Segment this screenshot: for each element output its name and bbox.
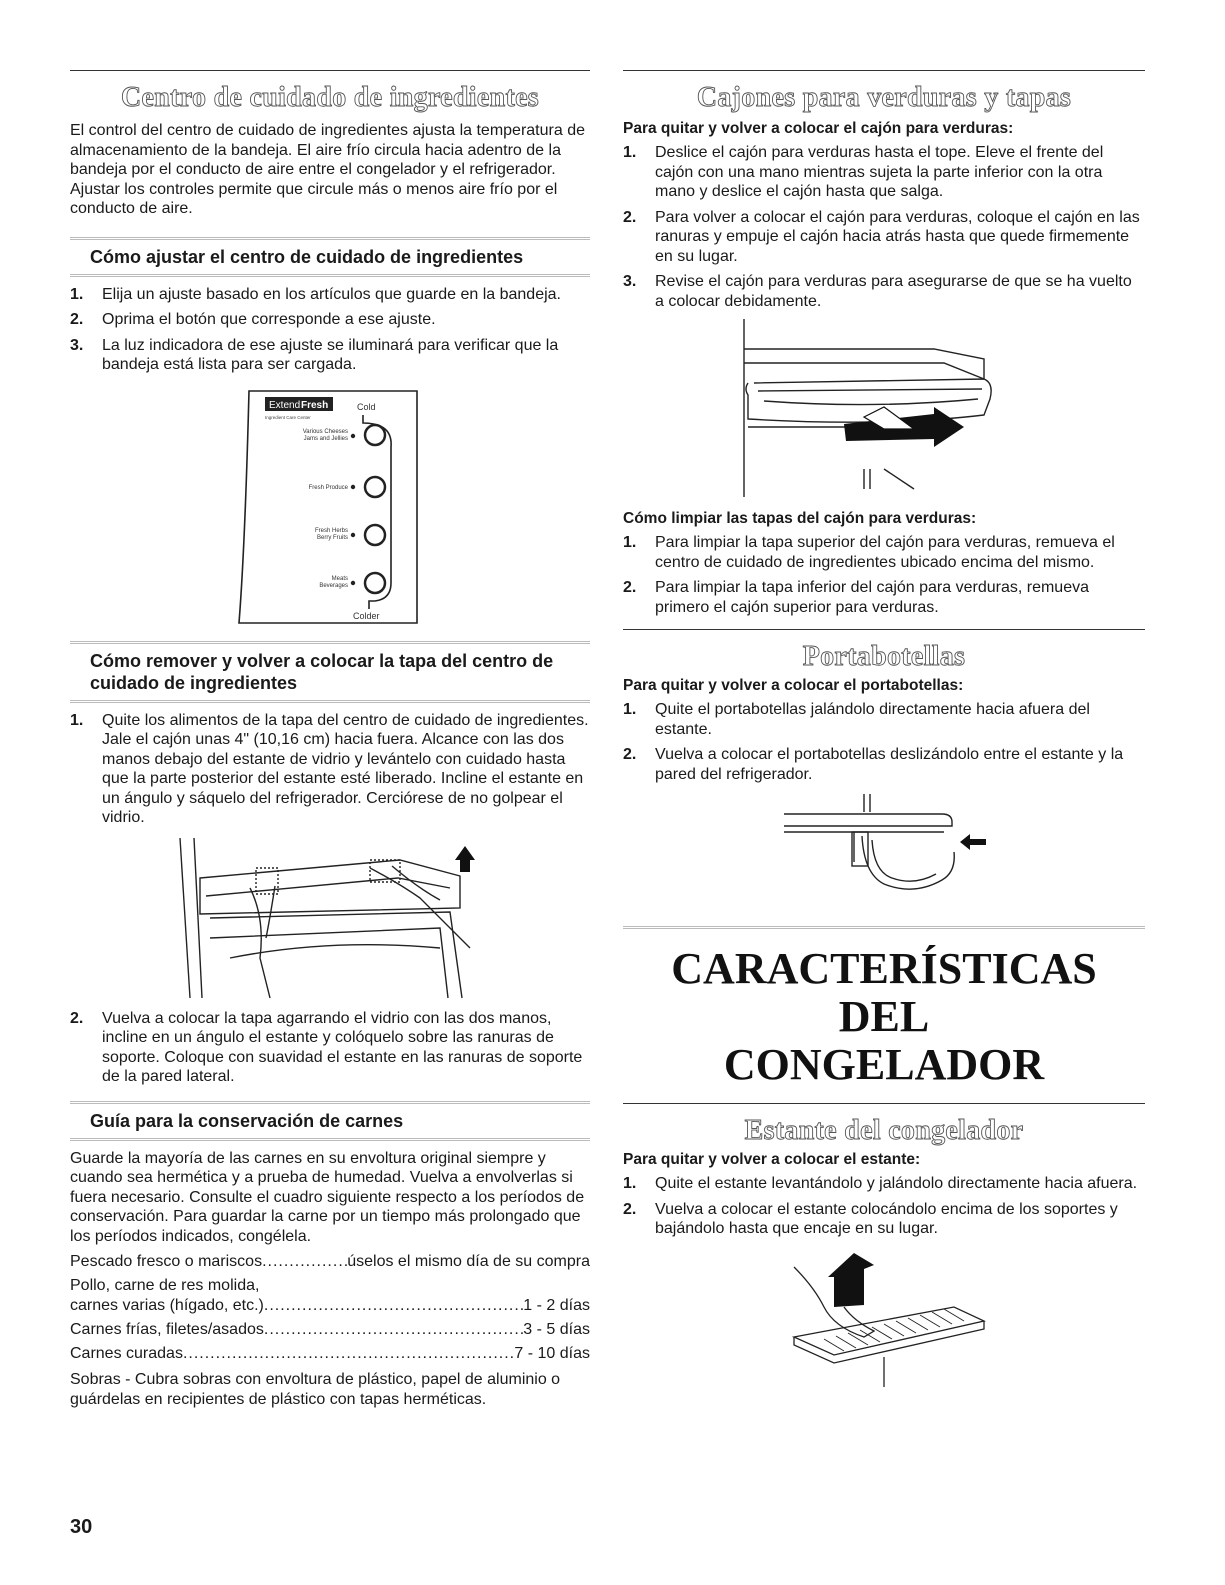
list-item: 1. Quite el portabotellas jalándolo directamente hacia afuera del estante. [623,701,1090,738]
section-rule [70,70,590,71]
list-item: 1. Para limpiar la tapa superior del cajón para verduras, remueva el centro de cuidado de ingredientes ubicado encima del mismo. [623,534,1115,571]
svg-text:Meats: Meats [331,575,348,582]
list-item: 2. Para volver a colocar el cajón para verduras, coloque el cajón en las ranuras y empuje el cajón hacia atrás hasta que quede firmemente en su lugar. [623,208,1140,265]
right-column [623,70,1145,1397]
leftovers-note: Sobras - Cubra sobras con envoltura de plástico, papel de aluminio o guárdelas en recipientes de plástico con tapas herméticas. [70,1371,561,1408]
list-item: 1. Quite el estante levantándolo y jalándolo directamente hacia afuera. [623,1175,1138,1192]
heading-bottle-holder: Portabotellas [802,641,966,672]
indicator-dot [351,580,355,584]
divider [623,926,1145,929]
svg-text:Fresh Herbs: Fresh Herbs [314,527,348,534]
table-row: Carnes frías, filetes/asados ..... 3 - 5 días [70,1320,590,1340]
list-item: 1. Elija un ajuste basado en los artículos que guarde en la bandeja. [70,285,561,303]
cold-label: Cold [357,401,376,412]
shelf-removal-illustration [170,838,490,1003]
brand-sublabel: Ingredient Care Center [265,414,311,420]
svg-text:Beverages: Beverages [319,582,348,589]
crisper-drawer-illustration [734,319,1034,499]
svg-text:Various Cheeses: Various Cheeses [302,428,348,435]
meat-intro: Guarde la mayoría de las carnes en su envoltura original siempre y cuando sea hermética y a prueba de humedad. Vuelva a envolverlas si fuera necesario. Consulte el cuadro siguiente respecto a los períodos de conservación. Para guardar la carne por un tiempo más prolongado que los períodos indicados, congélela. [70,1149,585,1245]
bottle-holder-illustration [774,792,994,912]
crisper-steps [623,143,1145,311]
indicator-dot [351,532,355,536]
up-arrow-icon [828,1253,874,1307]
list-item: 3. La luz indicadora de ese ajuste se iluminará para verificar que la bandeja está lista para ser cargada. [70,336,559,373]
heading-freezer-shelf: Estante del congelador [744,1115,1024,1146]
lead-bottle-holder: Para quitar y volver a colocar el portabotellas: [623,677,964,694]
indicator-dot [351,484,355,488]
list-item: 2. Vuelva a colocar la tapa agarrando el vidrio con las dos manos, incline en un ángulo el estante y colóquelo sobre las ranuras de soporte. Coloque con suavidad el estante en las ranuras de soporte de la pared lateral. [70,1009,583,1085]
indicator-dot [351,433,355,437]
subheading-meat-guide: Guía para la conservación de carnes [70,1101,590,1141]
brand-label-a: Extend [269,399,301,411]
list-item: 1. Quite los alimentos de la tapa del centro de cuidado de ingredientes. Jale el cajón unas 4" (10,16 cm) hacia fuera. Alcance con las dos manos debajo del estante de vidrio y levántelo con cuidado hasta que la parte posterior del estante esté liberado. Incline el estante en un ángulo y sáquelo del refrigerador. Cerciórese de no golpear el vidrio. [70,711,589,826]
heading-crispers: Cajones para verduras y tapas [696,82,1072,113]
list-item: 1. Deslice el cajón para verduras hasta el tope. Eleve el frente del cajón con una mano mientras sujeta la parte inferior con la otra mano y deslice el cajón hasta que salga. [623,144,1104,200]
subheading-adjust: Cómo ajustar el centro de cuidado de ingredientes [70,237,590,277]
list-item: 2. Para limpiar la tapa inferior del cajón para verduras, remueva primero el cajón superior para verduras. [623,579,1089,616]
control-panel-illustration [235,387,425,627]
colder-label: Colder [353,610,380,621]
up-arrow-icon [455,846,475,872]
arrow-in-icon [960,834,986,850]
lead-remove-crisper: Para quitar y volver a colocar el cajón para verduras: [623,120,1014,137]
section-rule [623,629,1145,630]
brand-label-b: Fresh [301,399,329,411]
svg-text:Fresh Produce: Fresh Produce [308,484,348,491]
meat-table [70,1252,590,1364]
table-row: Carnes curadas ..... 7 - 10 días [70,1344,590,1364]
subheading-remove-cover: Cómo remover y volver a colocar la tapa del centro de cuidado de ingredientes [70,641,590,703]
heading-ingredient-care-center: Centro de cuidado de ingredientes [121,82,539,113]
intro-paragraph: El control del centro de cuidado de ingredientes ajusta la temperatura de almacenamiento de la bandeja. El aire frío circula hacia adentro de la bandeja por el conducto de aire entre el congelador y el refrigerador. Ajustar los controles permite que circule más o menos aire frío por el conducto de aire. [70,122,585,217]
left-column [70,70,590,1409]
lead-freezer-shelf: Para quitar y volver a colocar el estante: [623,1151,921,1168]
list-item: 2. Oprima el botón que corresponde a ese ajuste. [70,311,436,328]
section-rule [623,70,1145,71]
table-row: carnes varias (hígado, etc.) ..... 1 - 2 días [70,1296,590,1316]
page-number: 30 [70,1516,93,1538]
clean-cover-steps [623,533,1145,617]
remove-cover-steps [70,711,590,828]
table-row-prefix: Pollo, carne de res molida, [70,1277,260,1294]
freezer-shelf-steps [623,1174,1145,1239]
lead-clean-covers: Cómo limpiar las tapas del cajón para verduras: [623,510,977,527]
freezer-shelf-illustration [774,1247,994,1397]
list-item: 2. Vuelva a colocar el estante colocándolo encima de los soportes y bajándolo hasta que encaje en su lugar. [623,1200,1118,1237]
svg-text:Berry Fruits: Berry Fruits [316,534,348,541]
bottle-holder-steps [623,700,1145,784]
list-item: 3. Revise el cajón para verduras para asegurarse de que se ha vuelto a colocar debidamente. [623,273,1132,310]
adjust-steps [70,285,590,375]
list-item: 2. Vuelva a colocar el portabotellas deslizándolo entre el estante y la pared del refrigerador. [623,746,1124,783]
table-row: Pescado fresco o mariscos ..... úselos el mismo día de su compra [70,1252,590,1272]
section-rule [623,1103,1145,1104]
svg-text:Jams and Jellies: Jams and Jellies [303,435,348,442]
freezer-features-title: CARACTERÍSTICAS DEL CONGELADOR [671,944,1097,1089]
replace-cover-steps [70,1009,590,1087]
